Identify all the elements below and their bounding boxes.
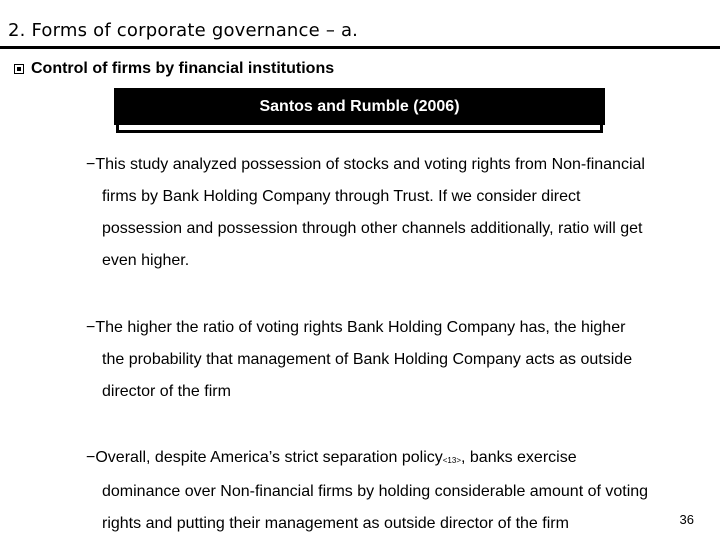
paragraph-line <box>86 442 716 476</box>
dash-bullet-icon: − <box>86 156 96 173</box>
citation-banner-text: Santos and Rumble (2006) <box>259 97 460 115</box>
paragraph-line: firms by Bank Holding Company through Trust. If we consider direct <box>102 188 581 205</box>
section-heading-row <box>14 60 334 78</box>
dash-bullet-icon: − <box>86 319 96 336</box>
citation-banner <box>114 88 605 125</box>
paragraph-2 <box>86 312 716 408</box>
square-bullet-icon <box>14 64 24 74</box>
page-number: 36 <box>679 512 694 527</box>
paragraph-text: The higher the ratio of voting rights Bank Holding Company has, the higher <box>95 319 626 336</box>
paragraph-line: director of the firm <box>102 383 231 400</box>
paragraph-line: the probability that management of Bank Holding Company acts as outside <box>102 351 633 368</box>
section-heading: Control of firms by financial institutions <box>31 60 335 77</box>
paragraph-line: rights and putting their management as outside director of the firm <box>102 515 569 532</box>
paragraph-text: This study analyzed possession of stocks and voting rights from Non-financial <box>95 156 645 173</box>
paragraph-3 <box>86 442 716 540</box>
slide-title: 2. Forms of corporate governance – a. <box>8 20 359 41</box>
dash-bullet-icon: − <box>86 449 96 466</box>
paragraph-line <box>86 149 716 181</box>
paragraph-line: dominance over Non-financial firms by holding considerable amount of voting <box>102 483 649 500</box>
paragraph-text: , banks exercise <box>461 449 577 466</box>
paragraph-line <box>86 312 716 344</box>
paragraph-line: even higher. <box>102 252 190 269</box>
footnote-reference: <13> <box>442 456 461 465</box>
banner-bracket <box>116 125 603 133</box>
paragraph-text: Overall, despite America’s strict separation policy <box>95 449 443 466</box>
paragraph-line: possession and possession through other channels additionally, ratio will get <box>102 220 643 237</box>
paragraph-1 <box>86 149 716 277</box>
title-divider <box>0 46 720 49</box>
